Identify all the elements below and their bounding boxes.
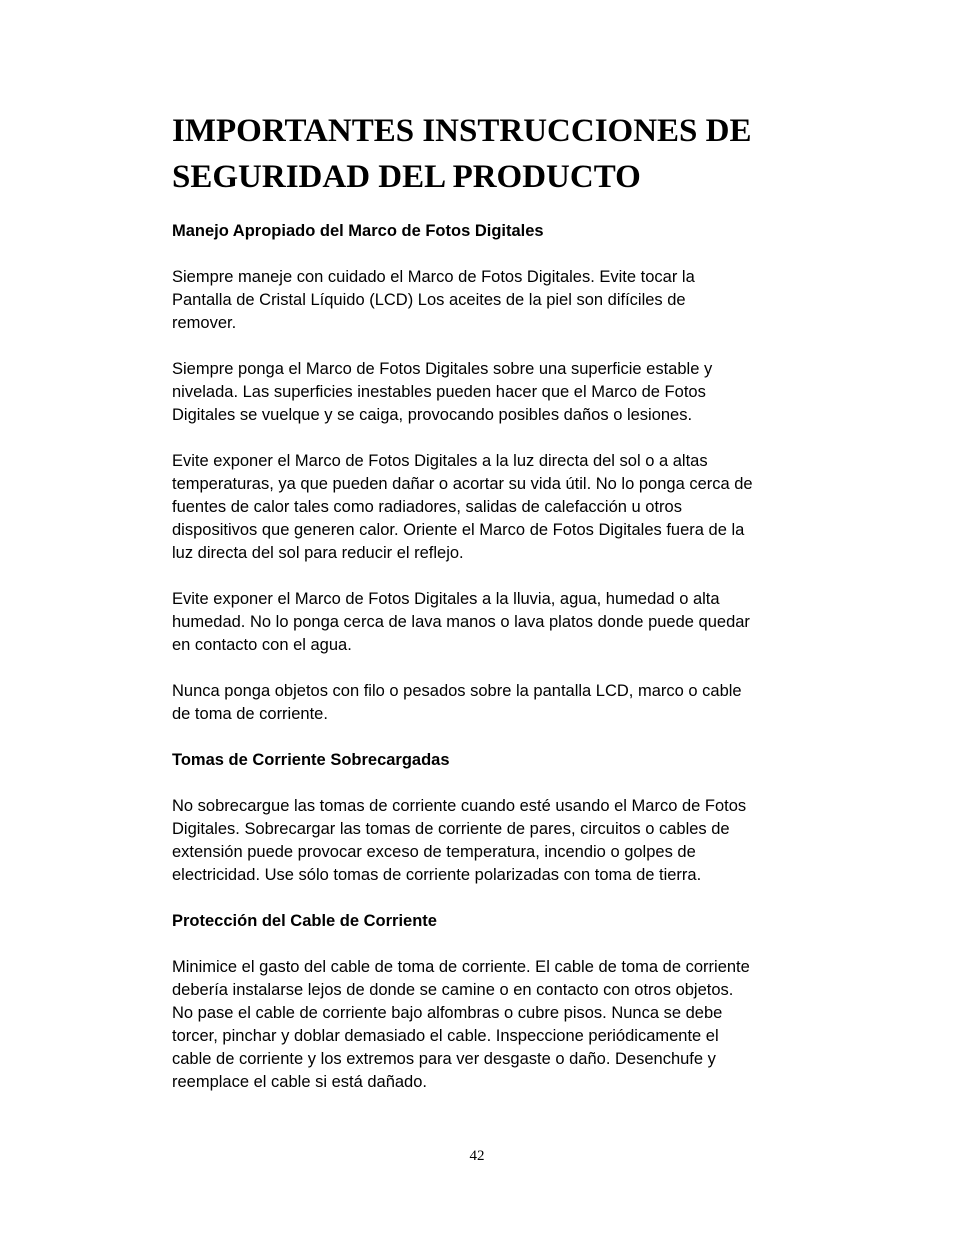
text-line: de toma de corriente. [172, 705, 328, 723]
text-line: debería instalarse lejos de donde se camine o en contacto con otros objetos. [172, 981, 734, 999]
text-line: electricidad. Use sólo tomas de corriente polarizadas con toma de tierra. [172, 866, 702, 884]
text-line: remover. [172, 314, 237, 332]
text-line: humedad. No lo ponga cerca de lava manos o lava platos donde puede quedar [172, 613, 750, 631]
section-overloaded-outlets [172, 749, 784, 887]
title-line-1: IMPORTANTES INSTRUCCIONES DE [172, 113, 752, 149]
text-line: torcer, pinchar y doblar demasiado el cable. Inspeccione periódicamente el [172, 1027, 719, 1045]
section-handling [172, 220, 784, 726]
paragraph [172, 266, 784, 335]
paragraph [172, 956, 784, 1094]
document-page [172, 108, 784, 1117]
text-line: cable de corriente y los extremos para ver desgaste o daño. Desenchufe y [172, 1050, 716, 1068]
text-line: en contacto con el agua. [172, 636, 352, 654]
text-line: nivelada. Las superficies inestables pueden hacer que el Marco de Fotos [172, 383, 706, 401]
section-heading: Manejo Apropiado del Marco de Fotos Digitales [172, 222, 544, 240]
section-heading: Protección del Cable de Corriente [172, 912, 437, 930]
text-line: Siempre ponga el Marco de Fotos Digitales sobre una superficie estable y [172, 360, 713, 378]
paragraph [172, 450, 784, 565]
text-line: extensión puede provocar exceso de temperatura, incendio o golpes de [172, 843, 696, 861]
text-line: Digitales se vuelque y se caiga, provocando posibles daños o lesiones. [172, 406, 693, 424]
text-line: No pase el cable de corriente bajo alfombras o cubre pisos. Nunca se debe [172, 1004, 723, 1022]
paragraph [172, 588, 784, 657]
text-line: luz directa del sol para reducir el reflejo. [172, 544, 464, 562]
title-line-2: SEGURIDAD DEL PRODUCTO [172, 159, 641, 195]
text-line: No sobrecargue las tomas de corriente cuando esté usando el Marco de Fotos [172, 797, 747, 815]
text-line: Minimice el gasto del cable de toma de corriente. El cable de toma de corriente [172, 958, 750, 976]
text-line: Digitales. Sobrecargar las tomas de corriente de pares, circuitos o cables de [172, 820, 730, 838]
text-line: fuentes de calor tales como radiadores, salidas de calefacción u otros [172, 498, 682, 516]
text-line: Evite exponer el Marco de Fotos Digitales a la luz directa del sol o a altas [172, 452, 708, 470]
text-line: reemplace el cable si está dañado. [172, 1073, 427, 1091]
paragraph [172, 680, 784, 726]
paragraph [172, 795, 784, 887]
text-line: Nunca ponga objetos con filo o pesados sobre la pantalla LCD, marco o cable [172, 682, 742, 700]
section-heading: Tomas de Corriente Sobrecargadas [172, 751, 450, 769]
text-line: Siempre maneje con cuidado el Marco de Fotos Digitales. Evite tocar la [172, 268, 695, 286]
text-line: dispositivos que generen calor. Oriente el Marco de Fotos Digitales fuera de la [172, 521, 745, 539]
page-title [172, 108, 784, 200]
page-number: 42 [469, 1148, 485, 1164]
section-power-cord [172, 910, 784, 1094]
paragraph [172, 358, 784, 427]
text-line: Pantalla de Cristal Líquido (LCD) Los aceites de la piel son difíciles de [172, 291, 686, 309]
text-line: Evite exponer el Marco de Fotos Digitales a la lluvia, agua, humedad o alta [172, 590, 720, 608]
text-line: temperaturas, ya que pueden dañar o acortar su vida útil. No lo ponga cerca de [172, 475, 753, 493]
